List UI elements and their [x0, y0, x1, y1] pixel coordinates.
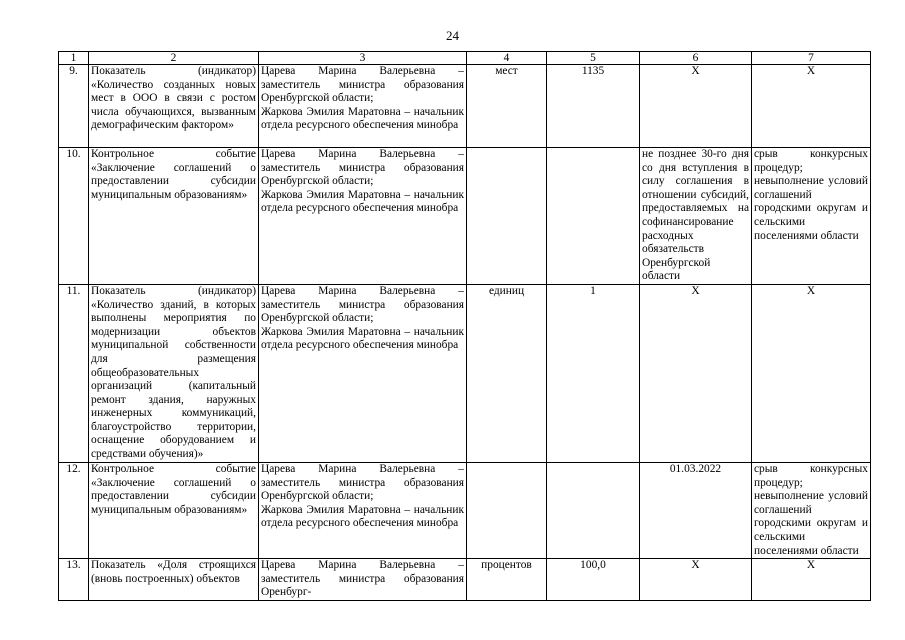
item-name: Показатель (индикатор) «Количество созданных новых мест в ООО в связи с ростом числа обучающихся, вызванным демографическим фактором» — [89, 65, 259, 148]
responsible-person: Жаркова Эмилия Маратовна – начальник отдела ресурсного обеспечения минобра — [261, 325, 464, 352]
responsible-person: Царева Марина Валерьевна – заместитель министра образования Оренбургской области; — [261, 65, 464, 105]
risks: Х — [752, 559, 871, 601]
item-name: Показатель «Доля строящихся (вновь построенных) объектов — [89, 559, 259, 601]
column-number: 2 — [89, 52, 259, 65]
risks: Х — [752, 284, 871, 462]
column-number: 7 — [752, 52, 871, 65]
column-number: 1 — [59, 52, 89, 65]
table-row — [59, 148, 871, 285]
responsible-person: Царева Марина Валерьевна – заместитель министра образования Оренбург- — [261, 559, 464, 599]
row-number: 9. — [59, 65, 89, 148]
value: 100,0 — [547, 559, 640, 601]
risks: срыв конкурсных процедур; невыполнение условий соглашений городскими округам и сельскими поселениями области — [752, 148, 871, 285]
value — [547, 462, 640, 558]
table-row — [59, 65, 871, 148]
unit: мест — [467, 65, 547, 148]
deadline: Х — [640, 65, 752, 148]
item-name: Показатель (индикатор) «Количество зданий, в которых выполнены мероприятия по модернизации объектов муниципальной собственности для размещения общеобразовательных организаций (капитальный ремонт здания, наружных инженерных коммуникаций, благоустройство территории, оснащение оборудованием и средствами обучения)» — [89, 284, 259, 462]
deadline: Х — [640, 284, 752, 462]
row-number: 12. — [59, 462, 89, 558]
value — [547, 148, 640, 285]
unit: процентов — [467, 559, 547, 601]
item-name: Контрольное событие «Заключение соглашений о предоставлении субсидии муниципальным образованиям» — [89, 148, 259, 285]
unit: единиц — [467, 284, 547, 462]
responsible-persons — [259, 462, 467, 558]
item-name: Контрольное событие «Заключение соглашений о предоставлении субсидии муниципальным образованиям» — [89, 462, 259, 558]
responsible-person: Жаркова Эмилия Маратовна – начальник отдела ресурсного обеспечения минобра — [261, 188, 464, 215]
table-row — [59, 284, 871, 462]
unit — [467, 462, 547, 558]
deadline: 01.03.2022 — [640, 462, 752, 558]
value: 1135 — [547, 65, 640, 148]
responsible-persons — [259, 148, 467, 285]
responsible-persons — [259, 65, 467, 148]
column-number: 3 — [259, 52, 467, 65]
row-number: 13. — [59, 559, 89, 601]
column-number: 5 — [547, 52, 640, 65]
risks: Х — [752, 65, 871, 148]
table-row — [59, 559, 871, 601]
responsible-persons — [259, 559, 467, 601]
responsible-person: Царева Марина Валерьевна – заместитель министра образования Оренбургской области; — [261, 148, 464, 188]
column-number: 6 — [640, 52, 752, 65]
table-row — [59, 462, 871, 558]
deadline: не позднее 30-го дня со дня вступления в силу соглашения в отношении субсидий, предоставляемых на софинансирование расходных обязательств Оренбургской области — [640, 148, 752, 285]
column-number-row — [59, 52, 871, 65]
responsible-person: Царева Марина Валерьевна – заместитель министра образования Оренбургской области; — [261, 462, 464, 503]
unit — [467, 148, 547, 285]
deadline: Х — [640, 559, 752, 601]
risks: срыв конкурсных процедур; невыполнение условий соглашений городскими округам и сельскими поселениями области — [752, 462, 871, 558]
column-number: 4 — [467, 52, 547, 65]
responsible-person: Жаркова Эмилия Маратовна – начальник отдела ресурсного обеспечения минобра — [261, 503, 464, 530]
value: 1 — [547, 284, 640, 462]
responsible-person: Царева Марина Валерьевна – заместитель министра образования Оренбургской области; — [261, 284, 464, 325]
responsible-persons — [259, 284, 467, 462]
page-number: 24 — [446, 28, 459, 43]
row-number: 11. — [59, 284, 89, 462]
row-number: 10. — [59, 148, 89, 285]
plan-table — [58, 51, 871, 601]
responsible-person: Жаркова Эмилия Маратовна – начальник отдела ресурсного обеспечения минобра — [261, 105, 464, 132]
